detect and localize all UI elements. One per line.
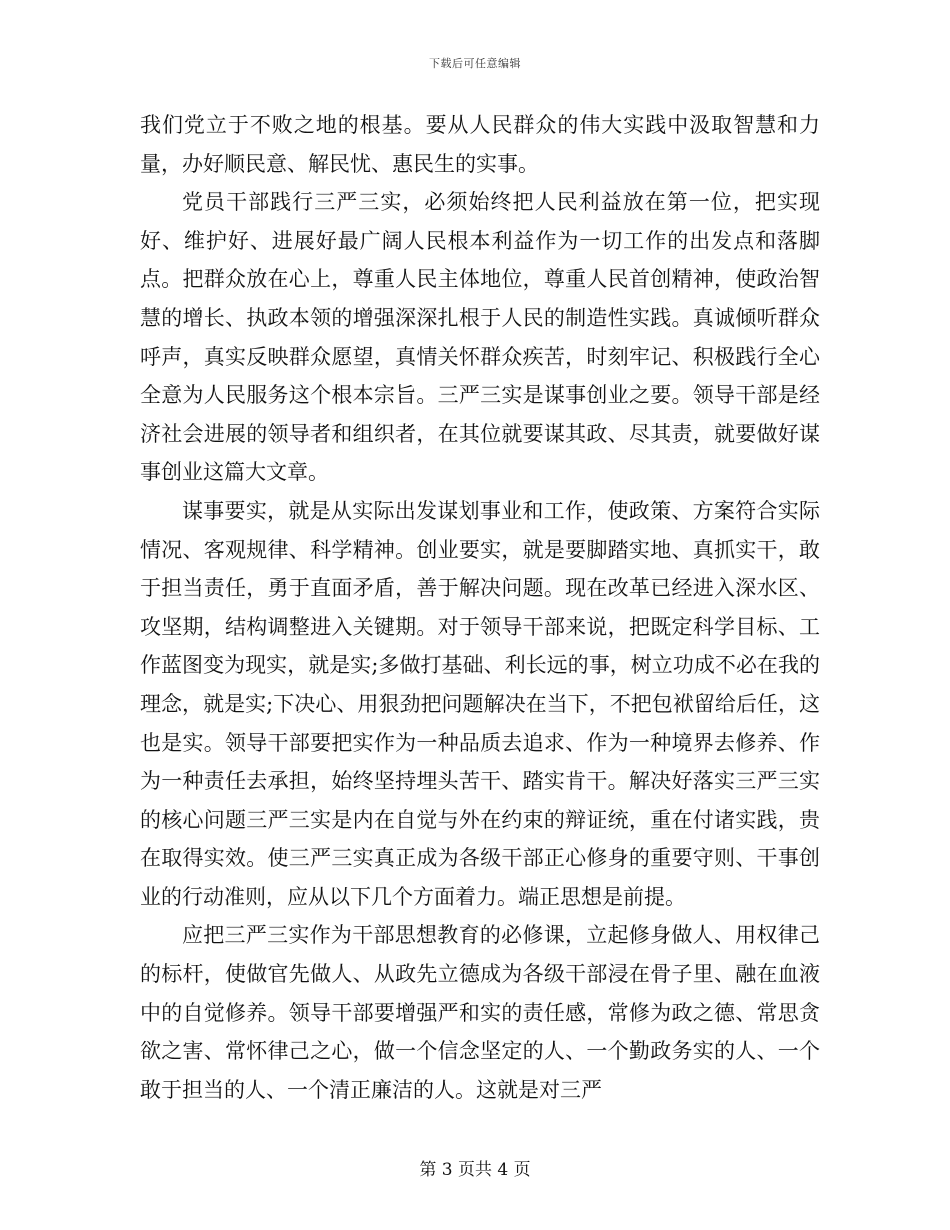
document-body: [140, 106, 820, 1109]
paragraph: 谋事要实，就是从实际出发谋划事业和工作，使政策、方案符合实际情况、客观规律、科学精神。创业要实，就是要脚踏实地、真抓实干，敢于担当责任，勇于直面矛盾，善于解决问题。现在改革已经进入深水区、攻坚期，结构调整进入关键期。对于领导干部来说，把既定科学目标、工作蓝图变为现实，就是实;多做打基础、利长远的事，树立功成不必在我的理念，就是实;下决心、用狠劲把问题解决在当下，不把包袱留给后任，这也是实。领导干部要把实作为一种品质去追求、作为一种境界去修养、作为一种责任去承担，始终坚持埋头苦干、踏实肯干。解决好落实三严三实的核心问题三严三实是内在自觉与外在约束的辩证统，重在付诸实践，贵在取得实效。使三严三实真正成为各级干部正心修身的重要守则、干事创业的行动准则，应从以下几个方面着力。端正思想是前提。: [140, 498, 820, 909]
paragraph-continued: 我们党立于不败之地的根基。要从人民群众的伟大实践中汲取智慧和力量，办好顺民意、解民忧、惠民生的实事。: [140, 113, 820, 176]
paragraph: 应把三严三实作为干部思想教育的必修课，立起修身做人、用权律己的标杆，使做官先做人、从政先立德成为各级干部浸在骨子里、融在血液中的自觉修养。领导干部要增强严和实的责任感，常修为政之德、常思贪欲之害、常怀律己之心，做一个信念坚定的人、一个勤政务实的人、一个敢于担当的人、一个清正廉洁的人。这就是对三严: [140, 923, 820, 1102]
page-footer: 第 3 页共 4 页: [419, 1160, 531, 1180]
page-header: 下载后可任意编辑: [429, 57, 521, 70]
paragraph: 党员干部践行三严三实，必须始终把人民利益放在第一位，把实现好、维护好、进展好最广阔人民根本利益作为一切工作的出发点和落脚点。把群众放在心上，尊重人民主体地位，尊重人民首创精神，使政治智慧的增长、执政本领的增强深深扎根于人民的制造性实践。真诚倾听群众呼声，真实反映群众愿望，真情关怀群众疾苦，时刻牢记、积极践行全心全意为人民服务这个根本宗旨。三严三实是谋事创业之要。领导干部是经济社会进展的领导者和组织者，在其位就要谋其政、尽其责，就要做好谋事创业这篇大文章。: [140, 190, 820, 485]
